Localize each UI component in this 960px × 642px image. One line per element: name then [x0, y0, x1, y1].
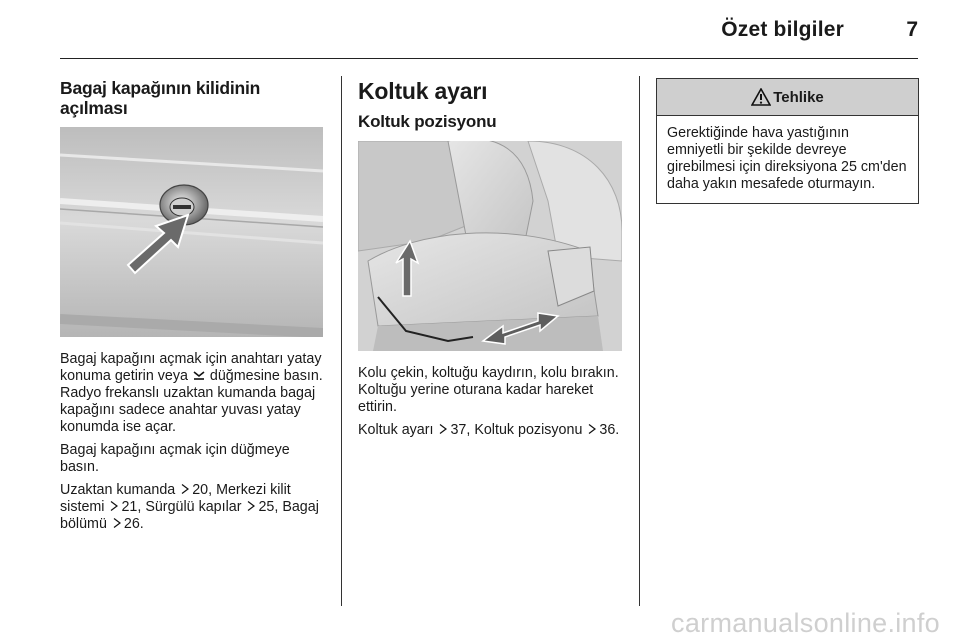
- ref-page-link[interactable]: 36: [599, 422, 616, 438]
- column-trunk-unlock: [60, 78, 325, 539]
- seat-para-1: Kolu çekin, koltuğu kaydırın, kolu bırakın. Koltuğu yerine oturana kadar hareket ettirin.: [358, 365, 619, 415]
- danger-box: [656, 78, 919, 204]
- reference-arrow-icon: [109, 500, 119, 512]
- ref-text-sliding-doors: , Sürgülü kapılar: [137, 499, 246, 515]
- trunk-para-1: [60, 351, 325, 436]
- reference-arrow-icon: [180, 483, 190, 495]
- trunk-key-illustration: [60, 127, 323, 337]
- ref-text-remote: Uzaktan kumanda: [60, 482, 180, 498]
- column-warning: [656, 78, 919, 204]
- header-divider: [60, 58, 918, 59]
- ref-text-luggage: , Bagaj bölümü: [60, 499, 319, 532]
- reference-arrow-icon: [438, 423, 448, 435]
- reference-arrow-icon: [246, 500, 256, 512]
- ref-text-central-lock: , Merkezi kilit sistemi: [60, 482, 291, 515]
- danger-header: [657, 79, 918, 116]
- watermark: carmanualsonline.info: [671, 608, 940, 638]
- ref-text-end: .: [139, 516, 144, 532]
- subsection-title-seat-position: Koltuk pozisyonu: [358, 112, 497, 131]
- ref-page-link[interactable]: 21: [121, 499, 138, 515]
- page-number: 7: [906, 18, 918, 41]
- danger-text: Gerektiğinde hava yastığının emniyetli bir şekilde devreye girebilmesi için direksiyona 25 cm'den daha yakın mesafede oturmayın.: [667, 125, 907, 192]
- ref-page-link[interactable]: 37: [450, 422, 467, 438]
- seat-position-drawing: [358, 141, 622, 351]
- seat-illustration: [358, 141, 622, 351]
- trunk-references: [60, 482, 325, 533]
- column-divider-2: [639, 76, 640, 606]
- ref-text-seat-adjust: Koltuk ayarı: [358, 422, 438, 438]
- seat-references: [358, 422, 624, 439]
- column-seat-adjustment: [358, 78, 624, 445]
- danger-title: Tehlike: [773, 88, 824, 106]
- reference-arrow-icon: [587, 423, 597, 435]
- ref-text-seat-position: , Koltuk pozisyonu: [466, 422, 587, 438]
- trunk-para-1-b: düğmesine basın. Radyo frekanslı uzaktan kumanda bagaj kapağını sadece anahtar yuvası yatay konumda ise açar.: [60, 368, 323, 435]
- reference-arrow-icon: [112, 517, 122, 529]
- column-divider-1: [341, 76, 342, 606]
- trunk-para-2: Bagaj kapağını açmak için düğmeye basın.: [60, 442, 290, 475]
- section-title-trunk: Bagaj kapağının kilidinin açılması: [60, 78, 261, 118]
- warning-triangle-icon: [751, 88, 771, 106]
- trunk-para-1-a: Bagaj kapağını açmak için anahtarı yatay konuma getirin veya: [60, 351, 322, 384]
- trunk-lock-drawing: [60, 127, 323, 337]
- ref-page-link[interactable]: 25: [258, 499, 275, 515]
- trunk-release-icon: [193, 369, 205, 381]
- ref-page-link[interactable]: 26: [123, 516, 140, 532]
- section-title-seat: Koltuk ayarı: [358, 78, 488, 104]
- page-section-title: Özet bilgiler: [721, 18, 844, 41]
- ref-text-end: .: [615, 422, 620, 438]
- ref-page-link[interactable]: 20: [192, 482, 209, 498]
